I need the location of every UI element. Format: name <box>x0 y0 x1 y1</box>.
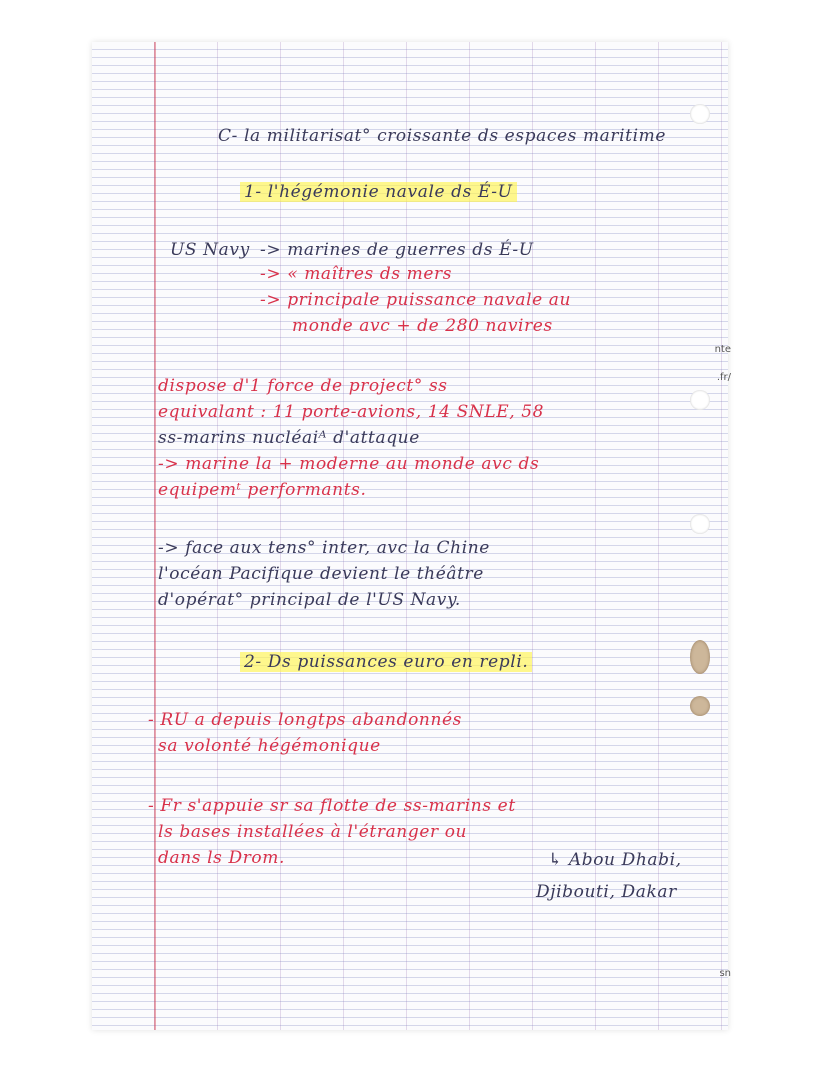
edge-text-fragment: .fr/ <box>716 372 731 383</box>
torn-punch-hole <box>690 640 710 674</box>
projection-line-3: ss-marins nucléaiᴬ d'attaque <box>158 428 420 448</box>
projection-line-4: -> marine la + moderne au monde avc ds <box>158 454 540 474</box>
subheading-european-powers: 2- Ds puissances euro en repli. <box>240 652 532 672</box>
fr-line-3: dans ls Drom. <box>158 848 285 868</box>
notebook-page <box>92 42 731 1030</box>
margin-line <box>154 42 156 1030</box>
us-navy-line-1: -> marines de guerres ds É-U <box>260 240 534 260</box>
pacific-line-3: d'opérat° principal de l'US Navy. <box>158 590 461 610</box>
fr-bases-line-2: Djibouti, Dakar <box>536 882 677 902</box>
ru-line-2: sa volonté hégémonique <box>158 736 381 756</box>
subheading-us-hegemony: 1- l'hégémonie navale ds É-U <box>240 182 517 202</box>
projection-line-5: equipemᵗ performants. <box>158 480 367 500</box>
section-title: C- la militarisat° croissante ds espaces maritime <box>218 126 667 146</box>
ru-line-1: - RU a depuis longtps abandonnés <box>148 710 463 730</box>
pacific-line-2: l'océan Pacifique devient le théâtre <box>158 564 484 584</box>
projection-line-2: equivalant : 11 porte-avions, 14 SNLE, 58 <box>158 402 545 422</box>
us-navy-line-2: -> « maîtres ds mers <box>260 264 453 284</box>
torn-punch-hole <box>690 696 710 716</box>
punch-hole <box>690 390 710 410</box>
punch-hole <box>690 514 710 534</box>
punch-hole <box>690 104 710 124</box>
us-navy-line-3: -> principale puissance navale au <box>260 290 572 310</box>
edge-text-fragment: nte <box>714 344 731 355</box>
fr-line-1: - Fr s'appuie sr sa flotte de ss-marins et <box>148 796 516 816</box>
fr-bases-line-1: ↳ Abou Dhabi, <box>548 850 682 870</box>
us-navy-line-4: monde avc + de 280 navires <box>292 316 553 336</box>
fr-line-2: ls bases installées à l'étranger ou <box>158 822 468 842</box>
edge-text-fragment: sn <box>719 968 731 979</box>
us-navy-label: US Navy <box>170 240 250 260</box>
pacific-line-1: -> face aux tens° inter, avc la Chine <box>158 538 490 558</box>
projection-line-1: dispose d'1 force de project° ss <box>158 376 448 396</box>
